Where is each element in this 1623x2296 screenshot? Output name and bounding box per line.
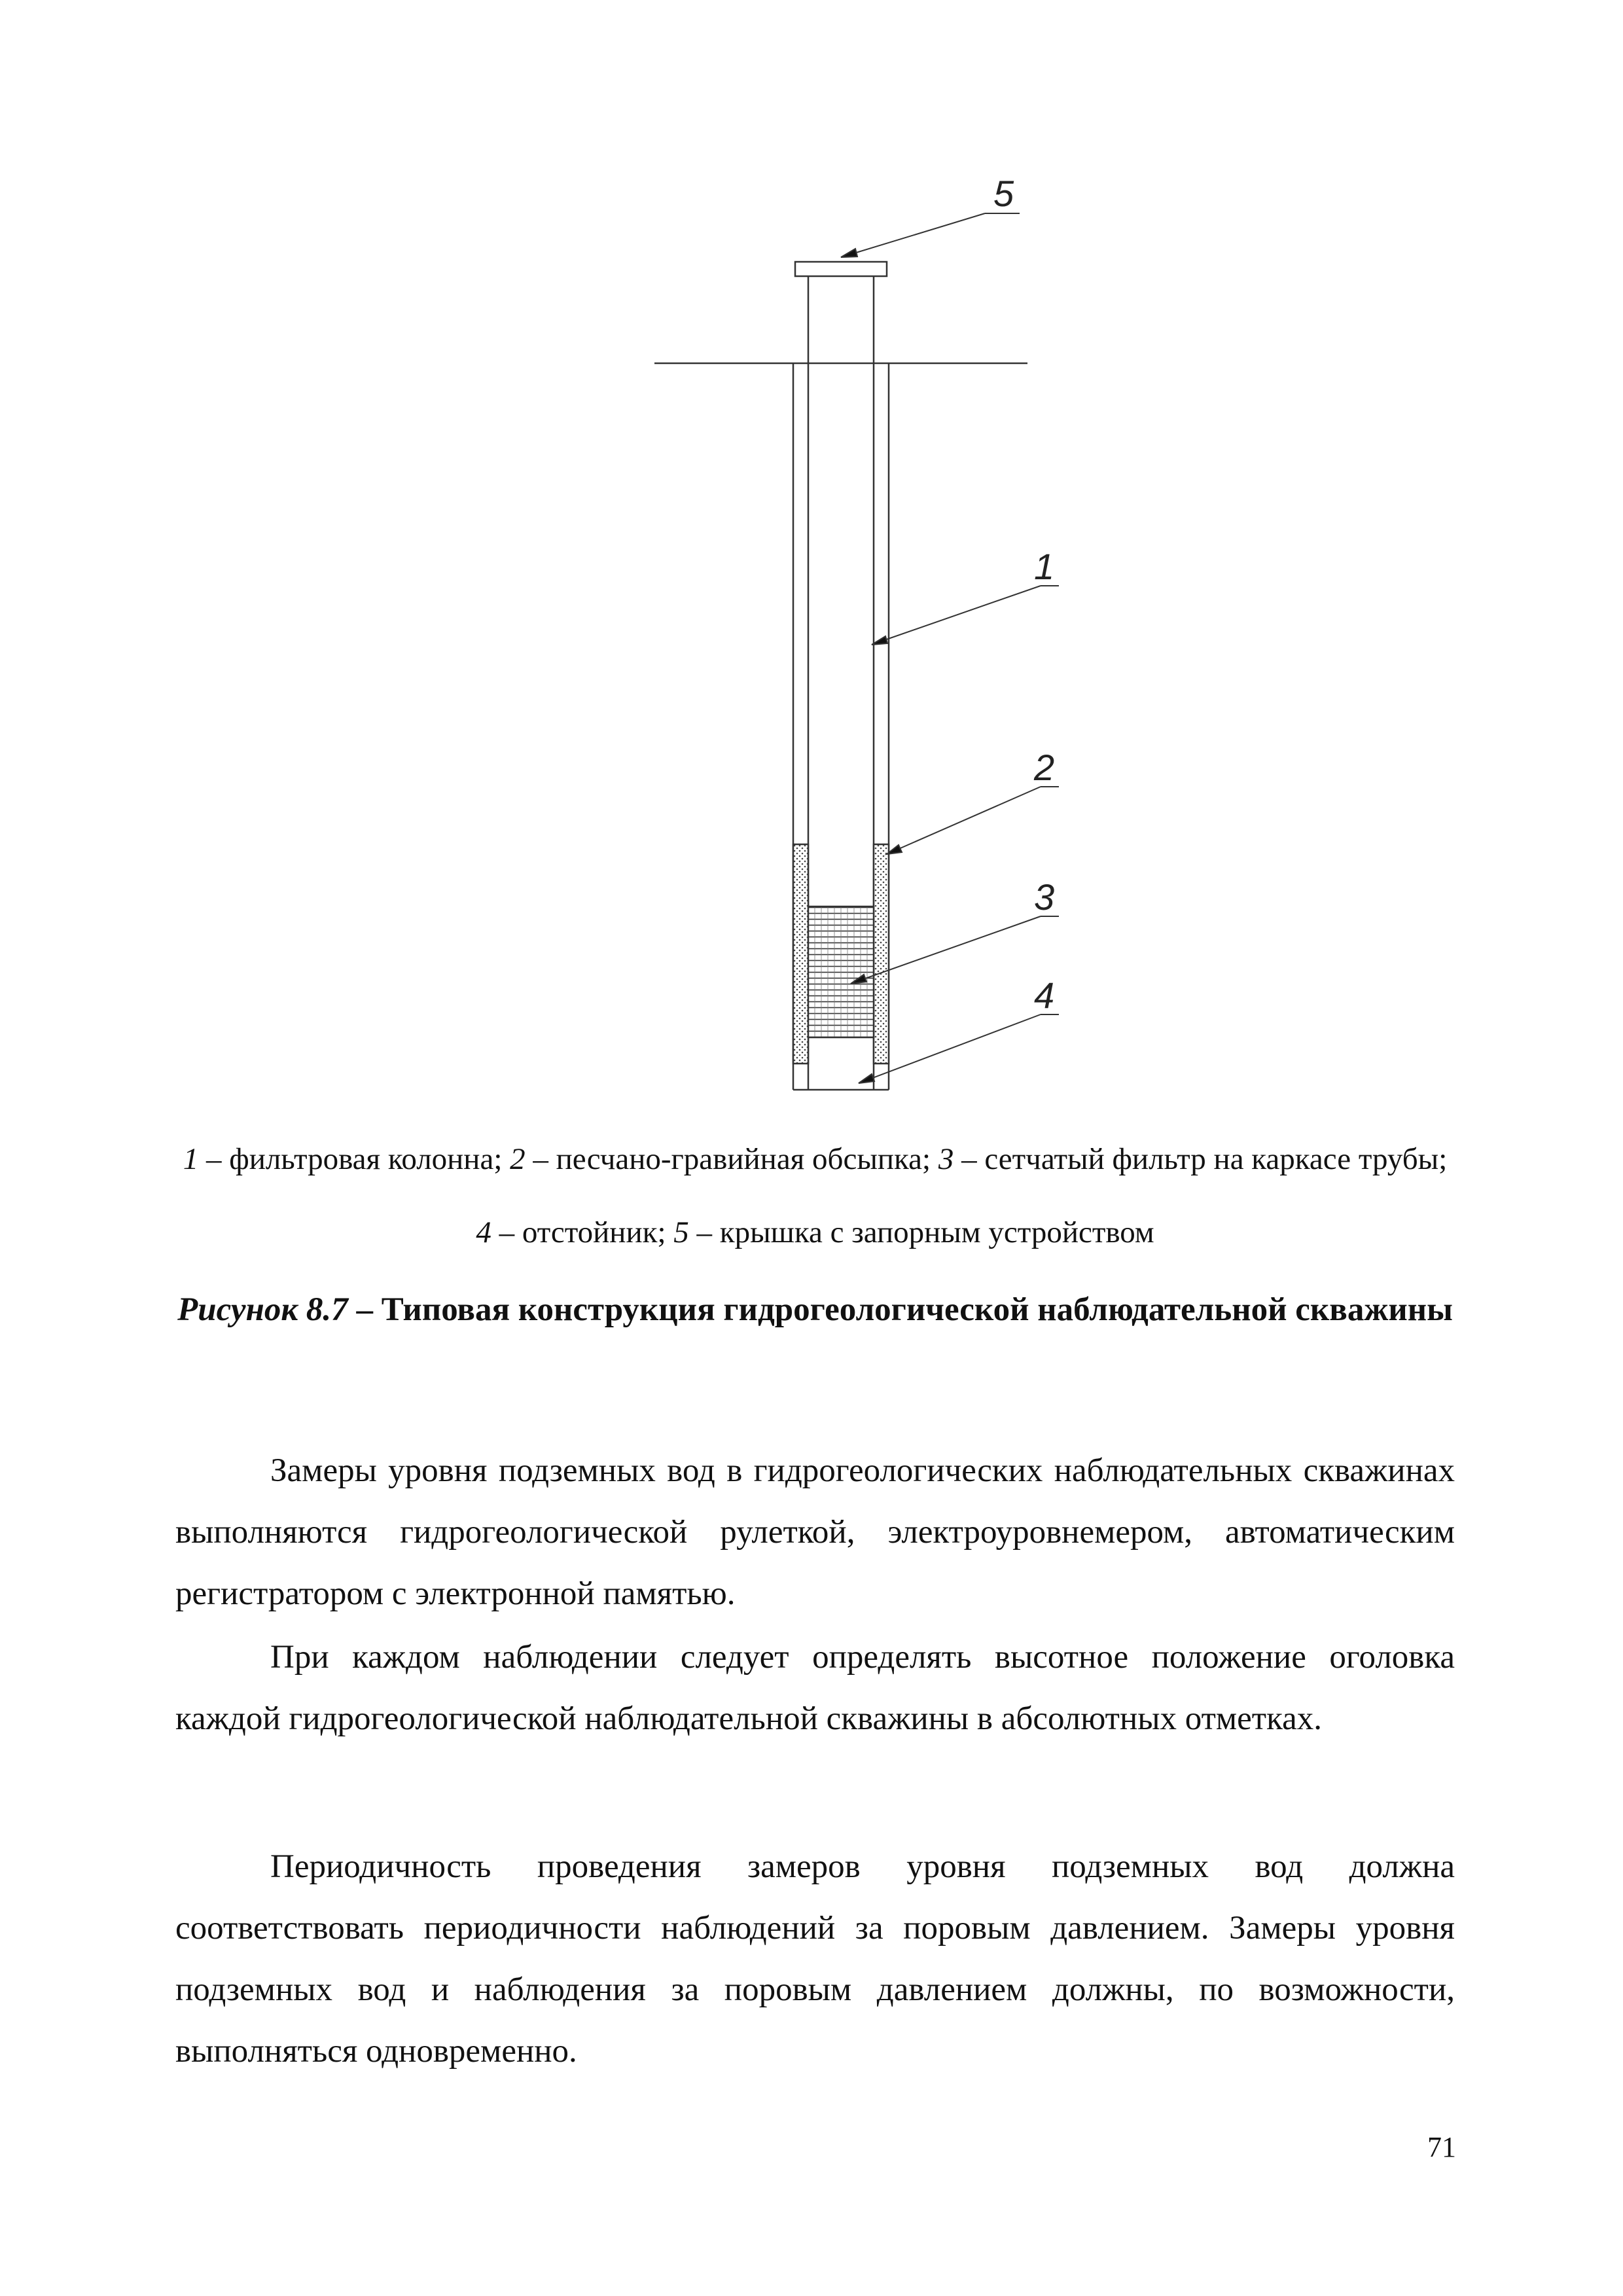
legend-num: 2 [510,1142,526,1176]
legend-text: – фильтровая колонна; [198,1142,510,1176]
paragraph: Периодичность проведения замеров уровня подземных вод должна соответствовать периодичности наблюдений за поровым давлением. Замеры уровня подземных вод и наблюдения за поровым давлением должны, по возможности, выполняться одновременно. [175,1848,1455,2070]
cap [795,262,887,276]
figure-legend [175,1122,1455,1269]
legend-text: – отстойник; [491,1215,674,1249]
caption-title: – Типовая конструкция гидрогеологической наблюдательной скважины [348,1291,1453,1328]
page-number: 71 [1427,2131,1456,2163]
mesh-filter [808,906,874,1037]
label-3: 3 [1034,876,1055,918]
label-4: 4 [1034,975,1055,1016]
label-5: 5 [993,173,1014,214]
legend-text: – песчано-гравийная обсыпка; [525,1142,938,1176]
legend-num: 3 [938,1142,954,1176]
legend-text: – крышка с запорным устройством [688,1215,1154,1249]
paragraph: Замеры уровня подземных вод в гидрогеологических наблюдательных скважинах выполняются гидрогеологической рулеткой, электроуровнемером, автоматическим регистратором с электронной памятью. [175,1452,1455,1612]
label-1: 1 [1034,546,1055,587]
caption-prefix: Рисунок 8.7 [177,1291,348,1328]
figure-caption [175,1273,1455,1347]
label-2: 2 [1034,747,1055,788]
legend-num: 5 [673,1215,689,1249]
legend-num: 1 [183,1142,199,1176]
gravel-pack-left [793,844,808,1064]
legend-text: – сетчатый фильтр на каркасе трубы; [954,1142,1448,1176]
paragraph: При каждом наблюдении следует определять высотное положение оголовка каждой гидрогеологической наблюдательной скважины в абсолютных отметках. [175,1639,1455,1737]
well-diagram [628,151,1086,1106]
legend-num: 4 [476,1215,491,1249]
gravel-pack-right [874,844,889,1064]
